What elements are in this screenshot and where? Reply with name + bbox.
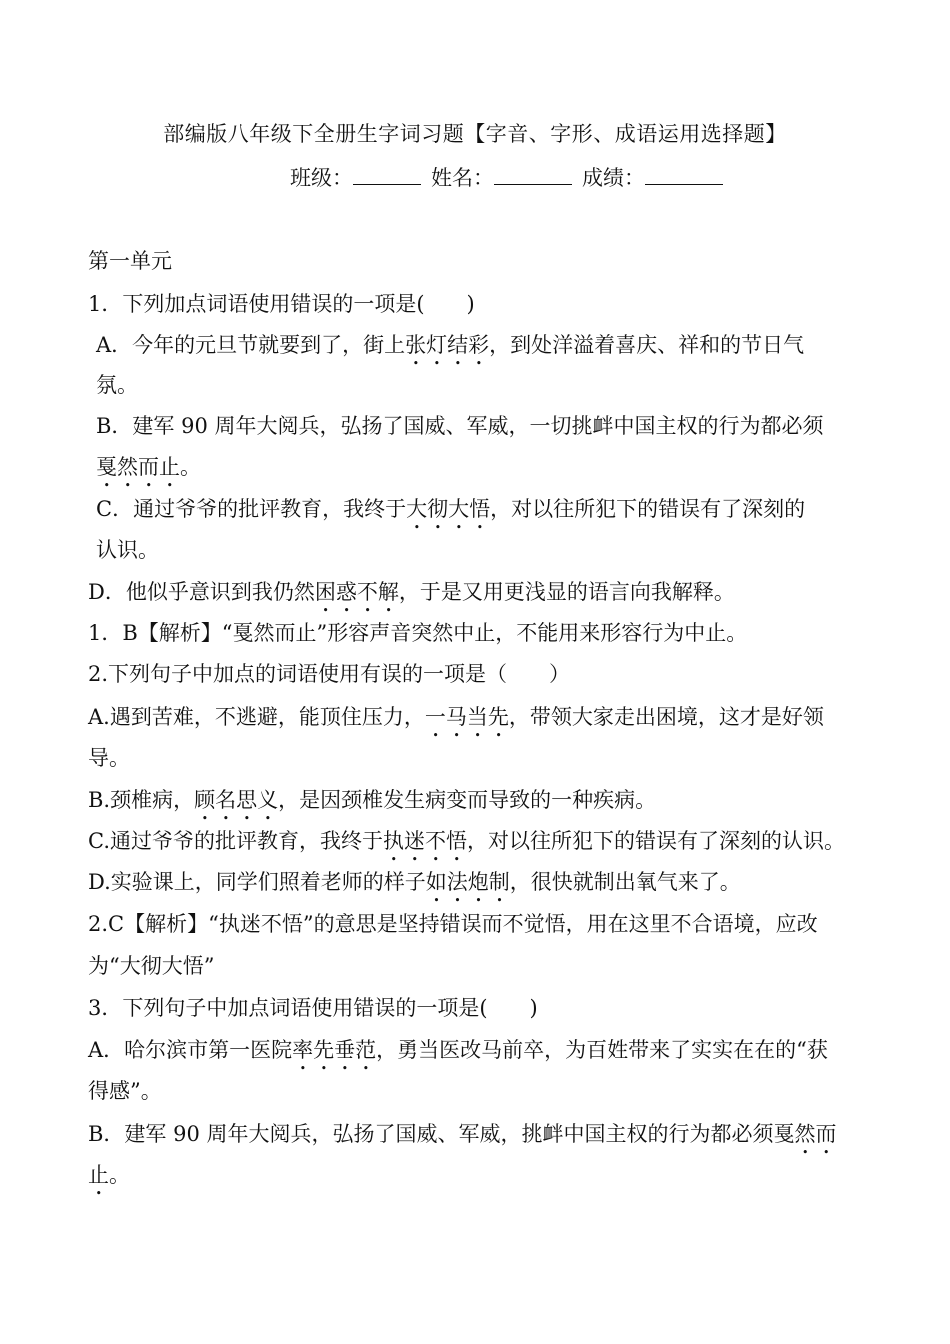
line-text: C．通过爷爷的批评教育，我终于 <box>96 497 407 521</box>
emphasized-phrase: 一马当先 <box>424 705 509 729</box>
line-text: 得感”。 <box>88 1079 162 1103</box>
name-label: 姓名： <box>431 166 494 190</box>
line-text: 1．下列加点词语使用错误的一项是( ) <box>88 292 475 316</box>
line-text: A．今年的元旦节就要到了，街上 <box>96 333 406 357</box>
emphasized-phrase: 然而 <box>794 1122 837 1146</box>
line-text: D．他似乎意识到我仍然 <box>88 580 315 604</box>
line-text: B．建军 90 周年大阅兵，弘扬了国威、军威，一切挑衅中国主权的行为都必须 <box>96 414 824 438</box>
text-line <box>88 702 824 742</box>
text-line <box>88 1119 837 1159</box>
class-label: 班级： <box>290 166 353 190</box>
line-text: 。 <box>109 1163 130 1187</box>
line-text: 2.下列句子中加点的词语使用有误的一项是（ ） <box>88 662 571 686</box>
line-text: ，很快就制出氧气来了。 <box>509 870 741 894</box>
score-blank <box>645 162 723 185</box>
emphasized-phrase: 率先垂范 <box>292 1038 377 1062</box>
name-blank <box>494 162 572 185</box>
unit-heading: 第一单元 <box>88 249 172 273</box>
line-text: ，是因颈椎发生病变而导致的一种疾病。 <box>278 788 657 812</box>
text-line <box>88 993 538 1023</box>
text-line <box>88 1035 828 1075</box>
text-line <box>96 452 201 492</box>
text-line <box>96 330 804 370</box>
line-text: 。 <box>180 455 201 479</box>
emphasized-phrase: 执迷不悟 <box>383 829 467 853</box>
line-text: 1．B【解析】“戛然而止”形容声音突然中止，不能用来形容行为中止。 <box>88 621 748 645</box>
emphasized-phrase: 困惑不解 <box>314 580 399 604</box>
document-title: 部编版八年级下全册生字词习题【字音、字形、成语运用选择题】 <box>163 122 787 146</box>
line-text: B．建军 90 周年大阅兵，弘扬了国威、军威，挑衅中国主权的行为都必须戛 <box>88 1122 795 1146</box>
text-line <box>88 867 741 907</box>
student-info-row <box>290 162 723 192</box>
line-text: D.实验课上，同学们照着老师的样子 <box>88 870 426 894</box>
line-text: 导。 <box>88 746 130 770</box>
text-line <box>96 535 159 565</box>
text-line <box>88 577 735 617</box>
text-line <box>96 411 824 441</box>
line-text: ，于是又用更浅显的语言向我解释。 <box>398 580 735 604</box>
text-line <box>88 909 818 939</box>
text-line <box>88 743 130 773</box>
text-line <box>88 289 475 319</box>
emphasized-phrase: 如法炮制 <box>425 870 510 894</box>
text-line <box>88 1076 162 1106</box>
text-line <box>88 826 845 866</box>
text-line <box>88 1160 130 1200</box>
emphasized-phrase: 张灯结彩 <box>405 333 490 357</box>
text-line <box>96 370 138 400</box>
line-text: A.遇到苦难，不逃避，能顶住压力， <box>88 705 425 729</box>
line-text: ，对以往所犯下的错误有了深刻的认识。 <box>467 829 845 853</box>
text-line <box>88 659 570 689</box>
emphasized-phrase: 止 <box>88 1163 109 1187</box>
line-text: ，到处洋溢着喜庆、祥和的节日气 <box>489 333 805 357</box>
line-text: 3．下列句子中加点词语使用错误的一项是( ) <box>88 996 538 1020</box>
line-text: A．哈尔滨市第一医院 <box>88 1038 293 1062</box>
line-text: ，对以往所犯下的错误有了深刻的 <box>490 497 806 521</box>
emphasized-phrase: 大彻大悟 <box>406 497 491 521</box>
line-text: B.颈椎病， <box>88 788 195 812</box>
line-text: ，勇当医改马前卒，为百姓带来了实实在在的“获 <box>376 1038 828 1062</box>
line-text: 为“大彻大悟” <box>88 954 215 978</box>
class-blank <box>353 162 421 185</box>
emphasized-phrase: 戛然而止 <box>96 455 180 479</box>
line-text: C.通过爷爷的批评教育，我终于 <box>88 829 383 853</box>
text-line <box>96 494 805 534</box>
text-line <box>88 785 656 825</box>
line-text: ，带领大家走出困境，这才是好领 <box>508 705 824 729</box>
line-text: 认识。 <box>96 538 159 562</box>
text-line <box>88 618 747 648</box>
emphasized-phrase: 顾名思义 <box>194 788 279 812</box>
score-label: 成绩： <box>582 166 645 190</box>
text-line <box>88 951 214 981</box>
line-text: 2.C【解析】“执迷不悟”的意思是坚持错误而不觉悟，用在这里不合语境，应改 <box>88 912 818 936</box>
line-text: 氛。 <box>96 373 138 397</box>
